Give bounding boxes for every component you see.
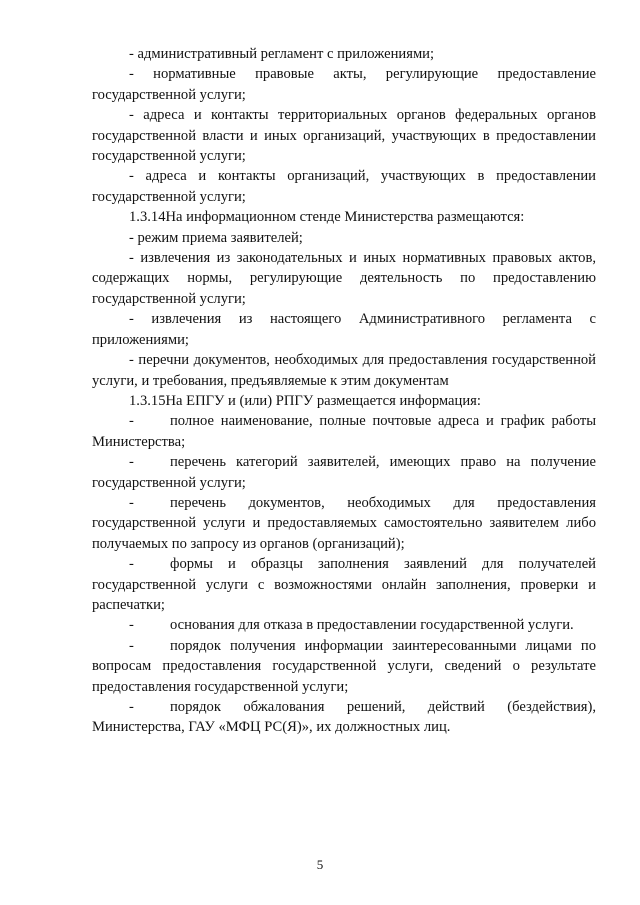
- list-dash: -: [129, 494, 134, 511]
- list-item-continuation: государственной услуги;: [92, 474, 246, 491]
- list-item: - адреса и контакты организаций, участвующих в предоставлении государственной услуги;: [92, 168, 596, 205]
- list-item-lead: полное наименование, полные почтовые адреса и график работы: [170, 413, 596, 430]
- section-heading-1-3-14: 1.3.14На информационном стенде Министерства размещаются:: [129, 209, 525, 226]
- list-item-lead: порядок обжалования решений, действий (бездействия),: [170, 699, 596, 715]
- list-item: - нормативные правовые акты, регулирующие предоставление государственной услуги;: [92, 66, 596, 103]
- list-item-continuation: Министерства, ГАУ «МФЦ РС(Я)», их должностных лиц.: [92, 719, 451, 736]
- list-item: - извлечения из законодательных и иных нормативных правовых актов, содержащих нормы, регулирующие деятельность по предоставлению государственной услуги;: [92, 250, 596, 307]
- list-item: - режим приема заявителей;: [129, 229, 303, 246]
- tab-list-item: [92, 411, 596, 452]
- list-dash: -: [129, 556, 134, 573]
- list-item-lead: формы и образцы заполнения заявлений для получателей: [170, 556, 596, 573]
- tab-list-item: [92, 697, 596, 738]
- list-item-continuation: государственной услуги с возможностями онлайн заполнения, проверки и распечатки;: [92, 576, 596, 613]
- page-number: 5: [316, 857, 324, 872]
- tab-list-item: [92, 615, 596, 635]
- list-item: - административный регламент с приложениями;: [129, 46, 435, 62]
- list-dash: -: [129, 699, 134, 715]
- list-item-continuation: государственной услуги и предоставляемых самостоятельно заявителем либо получаемых по запросу из органов (организаций);: [92, 515, 596, 552]
- list-item-lead: основания для отказа в предоставлении государственной услуги.: [170, 617, 574, 634]
- list-item-lead: перечень категорий заявителей, имеющих право на получение: [170, 454, 596, 471]
- list-item-continuation: Министерства;: [92, 433, 186, 450]
- list-dash: -: [129, 454, 134, 471]
- list-item-continuation: вопросам предоставления государственной услуги, сведений о результате предоставления государственной услуги;: [92, 658, 596, 695]
- document-body: [92, 44, 596, 738]
- list-dash: -: [129, 637, 134, 654]
- list-item: - извлечения из настоящего Административного регламента с приложениями;: [92, 311, 596, 348]
- tab-list-item: [92, 636, 596, 697]
- section-heading-1-3-15: 1.3.15На ЕПГУ и (или) РПГУ размещается информация:: [129, 392, 481, 409]
- list-item-lead: перечень документов, необходимых для предоставления: [170, 494, 596, 511]
- list-item: - адреса и контакты территориальных органов федеральных органов государственной власти и иных организаций, участвующих в предоставлении государственной услуги;: [92, 107, 596, 165]
- tab-list-item: [92, 452, 596, 493]
- list-dash: -: [129, 413, 134, 430]
- list-item: - перечни документов, необходимых для предоставления государственной услуги, и требования, предъявляемые к этим документам: [92, 352, 596, 389]
- tab-list-item: [92, 554, 596, 615]
- list-dash: -: [129, 617, 134, 634]
- tab-list-item: [92, 493, 596, 554]
- list-item-lead: порядок получения информации заинтересованными лицами по: [170, 637, 596, 654]
